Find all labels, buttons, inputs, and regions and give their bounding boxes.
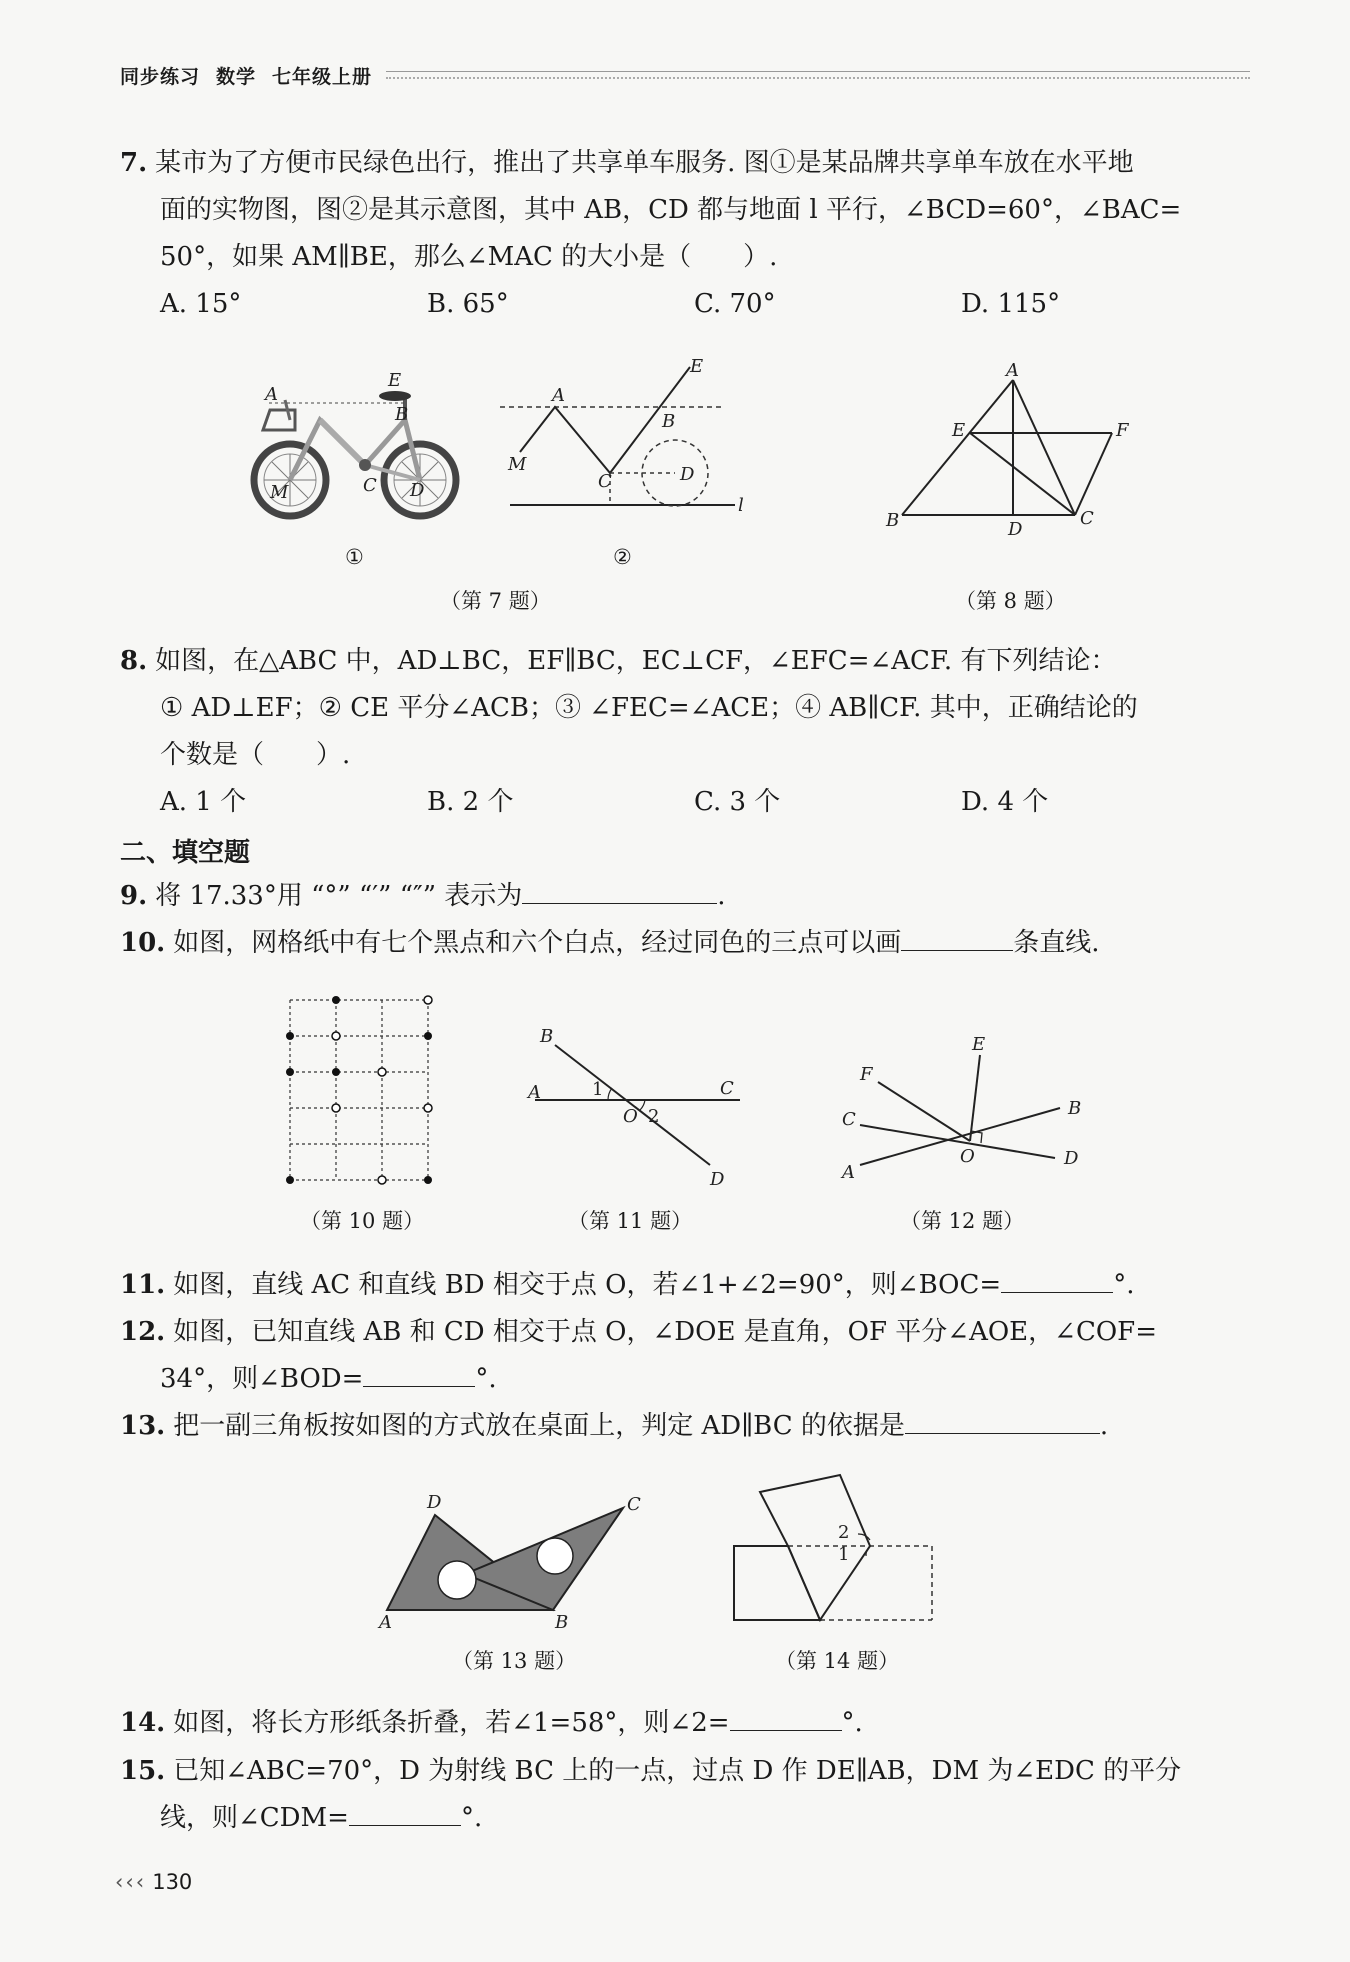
q7-line1: 某市为了方便市民绿色出行，推出了共享单车服务. 图①是某品牌共享单车放在水平地 — [155, 148, 1134, 178]
q7-options — [160, 284, 1240, 324]
f13-label-A: A — [379, 1612, 392, 1633]
q7-caption: （第 7 题） — [440, 589, 551, 613]
q7-line3: 50°，如果 AM∥BE，那么∠MAC 的大小是（ ）. — [160, 242, 778, 272]
f8-label-D: D — [1008, 519, 1023, 540]
q7-fig1-label: ① — [345, 545, 364, 569]
page-number: 130 — [152, 1870, 193, 1894]
f14-angle-2: 2 — [838, 1522, 850, 1543]
f12-label-E: E — [972, 1034, 986, 1055]
q12-answer-blank[interactable] — [363, 1356, 475, 1387]
q14-number: 14. — [120, 1708, 166, 1738]
q11-caption: （第 11 题） — [568, 1209, 693, 1233]
q15-end: °. — [460, 1803, 483, 1833]
q7-option-b[interactable]: B. 65° — [427, 289, 509, 319]
q8-option-b[interactable]: B. 2 个 — [427, 787, 514, 817]
f11-label-D: D — [710, 1169, 725, 1190]
f12-label-A: A — [842, 1162, 855, 1183]
question-15 — [120, 1748, 1250, 1842]
q11-end: °. — [1113, 1270, 1135, 1300]
q13-answer-blank[interactable] — [905, 1403, 1100, 1434]
f13-label-D: D — [427, 1492, 442, 1513]
footer-chevron-icon: ‹‹‹ — [115, 1870, 147, 1894]
f7a-label-D: D — [410, 480, 425, 501]
q13-number: 13. — [120, 1411, 166, 1441]
question-12 — [120, 1309, 1250, 1403]
q7-number: 7. — [120, 148, 148, 178]
f7b-label-A: A — [552, 385, 565, 406]
q11-figure — [520, 1026, 750, 1190]
header-book: 同步练习 — [120, 65, 201, 88]
q12-number: 12. — [120, 1317, 166, 1347]
f7b-label-l: l — [738, 495, 744, 516]
q14-caption: （第 14 题） — [775, 1649, 900, 1673]
f7a-label-B: B — [395, 404, 409, 425]
q8-number: 8. — [120, 646, 148, 676]
question-8 — [120, 638, 1250, 779]
f11-label-C: C — [720, 1078, 734, 1099]
page-footer — [115, 1870, 192, 1894]
f8-label-F: F — [1116, 420, 1129, 441]
q12-end: °. — [475, 1364, 497, 1394]
f12-label-F: F — [860, 1064, 873, 1085]
running-header — [120, 60, 1250, 90]
f8-label-C: C — [1080, 508, 1094, 529]
f7a-label-E: E — [388, 370, 402, 391]
q8-option-a[interactable]: A. 1 个 — [160, 787, 247, 817]
f7a-label-A: A — [265, 384, 278, 405]
f7a-label-M: M — [270, 482, 289, 503]
q12-figure — [830, 1030, 1090, 1190]
q12-line2: 34°，则∠BOD= — [160, 1364, 364, 1394]
f7b-label-M: M — [508, 454, 527, 475]
f7b-label-E: E — [690, 356, 704, 377]
q8-line2: ① AD⊥EF；② CE 平分∠ACB；③ ∠FEC=∠ACE；④ AB∥CF. 其中，正确结论的 — [160, 693, 1138, 723]
q7-figure-bicycle — [245, 370, 475, 520]
q8-option-d[interactable]: D. 4 个 — [961, 787, 1049, 817]
header-subject: 数学 — [216, 65, 257, 88]
q7-option-c[interactable]: C. 70° — [694, 289, 776, 319]
q7-line2: 面的实物图，图②是其示意图，其中 AB，CD 都与地面 l 平行，∠BCD=60°，∠BAC= — [160, 195, 1182, 225]
q15-line1: 已知∠ABC=70°，D 为射线 BC 上的一点，过点 D 作 DE∥AB，DM 为∠EDC 的平分 — [173, 1756, 1182, 1786]
f7b-label-C: C — [598, 471, 612, 492]
q8-line1: 如图，在△ABC 中，AD⊥BC，EF∥BC，EC⊥CF，∠EFC=∠ACF. 有下列结论： — [155, 646, 1117, 676]
f13-label-C: C — [627, 1494, 641, 1515]
q13-caption: （第 13 题） — [452, 1649, 577, 1673]
q11-answer-blank[interactable] — [1001, 1262, 1113, 1293]
f11-angle-1: 1 — [592, 1079, 604, 1100]
q10-number: 10. — [120, 928, 166, 958]
q11-text: 如图，直线 AC 和直线 BD 相交于点 O，若∠1+∠2=90°，则∠BOC= — [173, 1270, 1002, 1300]
f12-label-D: D — [1064, 1148, 1079, 1169]
q15-answer-blank[interactable] — [349, 1795, 461, 1826]
q10-end: 条直线. — [1013, 928, 1100, 958]
q14-end: °. — [841, 1708, 863, 1738]
f8-label-A: A — [1006, 360, 1019, 381]
q11-number: 11. — [120, 1270, 166, 1300]
f8-label-E: E — [952, 420, 966, 441]
q7-option-a[interactable]: A. 15° — [160, 289, 242, 319]
q15-line2: 线，则∠CDM= — [160, 1803, 349, 1833]
f14-angle-1: 1 — [838, 1544, 850, 1565]
q13-figure — [375, 1490, 655, 1633]
question-14 — [120, 1700, 1250, 1747]
q7-figure-schematic — [500, 355, 760, 525]
q14-text: 如图，将长方形纸条折叠，若∠1=58°，则∠2= — [173, 1708, 730, 1738]
q10-answer-blank[interactable] — [901, 920, 1013, 951]
f7b-label-B: B — [662, 411, 676, 432]
q9-end: . — [717, 881, 726, 911]
q15-number: 15. — [120, 1756, 166, 1786]
section-fill-in-blank: 二、填空题 — [120, 838, 251, 868]
question-13 — [120, 1403, 1250, 1450]
f11-label-O: O — [623, 1106, 638, 1127]
header-rule — [386, 71, 1250, 79]
q8-caption: （第 8 题） — [955, 589, 1066, 613]
header-grade: 七年级上册 — [272, 65, 373, 88]
f8-label-B: B — [886, 510, 900, 531]
q8-line3: 个数是（ ）. — [160, 740, 351, 770]
f7b-label-D: D — [680, 464, 695, 485]
q9-text: 将 17.33°用 “°” “′” “″” 表示为 — [155, 881, 523, 911]
q10-caption: （第 10 题） — [300, 1209, 425, 1233]
q8-options — [160, 782, 1240, 822]
f13-label-B: B — [555, 1612, 569, 1633]
q13-text: 把一副三角板按如图的方式放在桌面上，判定 AD∥BC 的依据是 — [173, 1411, 905, 1441]
f11-label-A: A — [528, 1082, 541, 1103]
q13-end: . — [1099, 1411, 1109, 1441]
f12-label-B: B — [1068, 1098, 1082, 1119]
question-7 — [120, 140, 1250, 281]
q8-option-c[interactable]: C. 3 个 — [694, 787, 781, 817]
question-11 — [120, 1262, 1250, 1309]
q12-caption: （第 12 题） — [900, 1209, 1025, 1233]
q7-option-d[interactable]: D. 115° — [961, 289, 1061, 319]
question-10 — [120, 920, 1250, 967]
f12-label-O: O — [960, 1146, 975, 1167]
q14-figure — [730, 1470, 940, 1630]
q9-number: 9. — [120, 881, 148, 911]
q8-figure — [880, 360, 1140, 540]
q12-line1: 如图，已知直线 AB 和 CD 相交于点 O，∠DOE 是直角，OF 平分∠AOE，∠COF= — [173, 1317, 1157, 1347]
question-9 — [120, 873, 1250, 920]
q10-text: 如图，网格纸中有七个黑点和六个白点，经过同色的三点可以画 — [173, 928, 902, 958]
f11-angle-2: 2 — [648, 1106, 660, 1127]
q7-fig2-label: ② — [613, 545, 632, 569]
f7a-label-C: C — [363, 475, 377, 496]
q10-figure-grid — [288, 998, 433, 1188]
q14-answer-blank[interactable] — [730, 1700, 842, 1731]
f11-label-B: B — [540, 1026, 554, 1047]
q9-answer-blank[interactable] — [522, 873, 717, 904]
f12-label-C: C — [842, 1109, 856, 1130]
